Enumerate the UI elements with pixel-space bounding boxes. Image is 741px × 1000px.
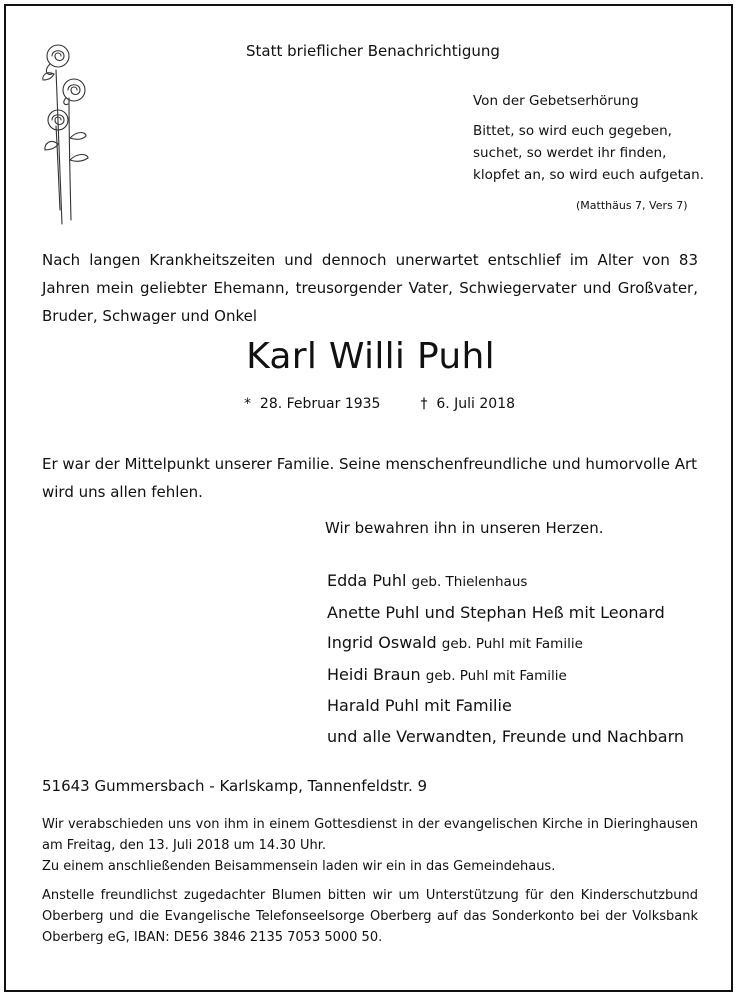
mourner-line: Edda Puhl geb. Thielenhaus — [327, 571, 528, 590]
mourner-line: Ingrid Oswald geb. Puhl mit Familie — [327, 633, 583, 652]
notice-header: Statt brieflicher Benachrichtigung — [246, 42, 500, 60]
quote-title: Von der Gebetserhörung — [473, 93, 639, 109]
donation-info: Anstelle freundlichst zugedachter Blumen bitten wir um Unterstützung für den Kinderschutzbund Oberberg und die Evangelische Telefonseelsorge Oberberg auf das Sonderkonto bei der Volksbank Oberberg eG, IBAN: DE56 3846 2135 7053 5000 50. — [42, 888, 698, 945]
mourner-line: und alle Verwandten, Freunde und Nachbarn — [327, 726, 684, 746]
bible-quote — [473, 90, 704, 186]
born-symbol: * — [244, 396, 251, 412]
life-dates — [244, 396, 515, 412]
closing-line: Wir bewahren ihn in unseren Herzen. — [325, 519, 604, 537]
mourner-line: Anette Puhl und Stephan Heß mit Leonard — [327, 602, 665, 622]
roses-illustration-icon — [36, 40, 98, 226]
deceased-name: Karl Willi Puhl — [246, 336, 495, 377]
mourner-line: Harald Puhl mit Familie — [327, 696, 512, 715]
family-address: 51643 Gummersbach - Karlskamp, Tannenfeldstr. 9 — [42, 777, 428, 795]
mourners-list — [327, 566, 684, 752]
died-date: 6. Juli 2018 — [436, 396, 516, 412]
gathering-info: Zu einem anschließenden Beisammensein laden wir ein in das Gemeindehaus. — [42, 859, 556, 874]
quote-line: suchet, so werdet ihr finden, — [473, 145, 667, 161]
born-date: 28. Februar 1935 — [259, 396, 381, 412]
quote-reference: (Matthäus 7, Vers 7) — [576, 199, 688, 212]
tribute-paragraph: Er war der Mittelpunkt unserer Familie. Seine menschenfreundliche und humorvolle Art wird uns allen fehlen. — [42, 455, 698, 501]
mourner-line: Heidi Braun geb. Puhl mit Familie — [327, 664, 567, 684]
quote-line: Bittet, so wird euch gegeben, — [473, 123, 672, 139]
service-notes — [42, 814, 698, 948]
quote-line: klopfet an, so wird euch aufgetan. — [473, 167, 705, 183]
died-symbol: † — [420, 396, 428, 412]
intro-paragraph: Nach langen Krankheitszeiten und dennoch unerwartet entschlief im Alter von 83 Jahren mein geliebter Ehemann, treusorgender Vater, Schwiegervater und Großvater, Bruder, Schwager und Onkel — [42, 251, 698, 325]
service-info: Wir verabschieden uns von ihm in einem Gottesdienst in der evangelischen Kirche in Dieringhausen am Freitag, den 13. Juli 2018 um 14.30 Uhr. — [42, 817, 698, 853]
